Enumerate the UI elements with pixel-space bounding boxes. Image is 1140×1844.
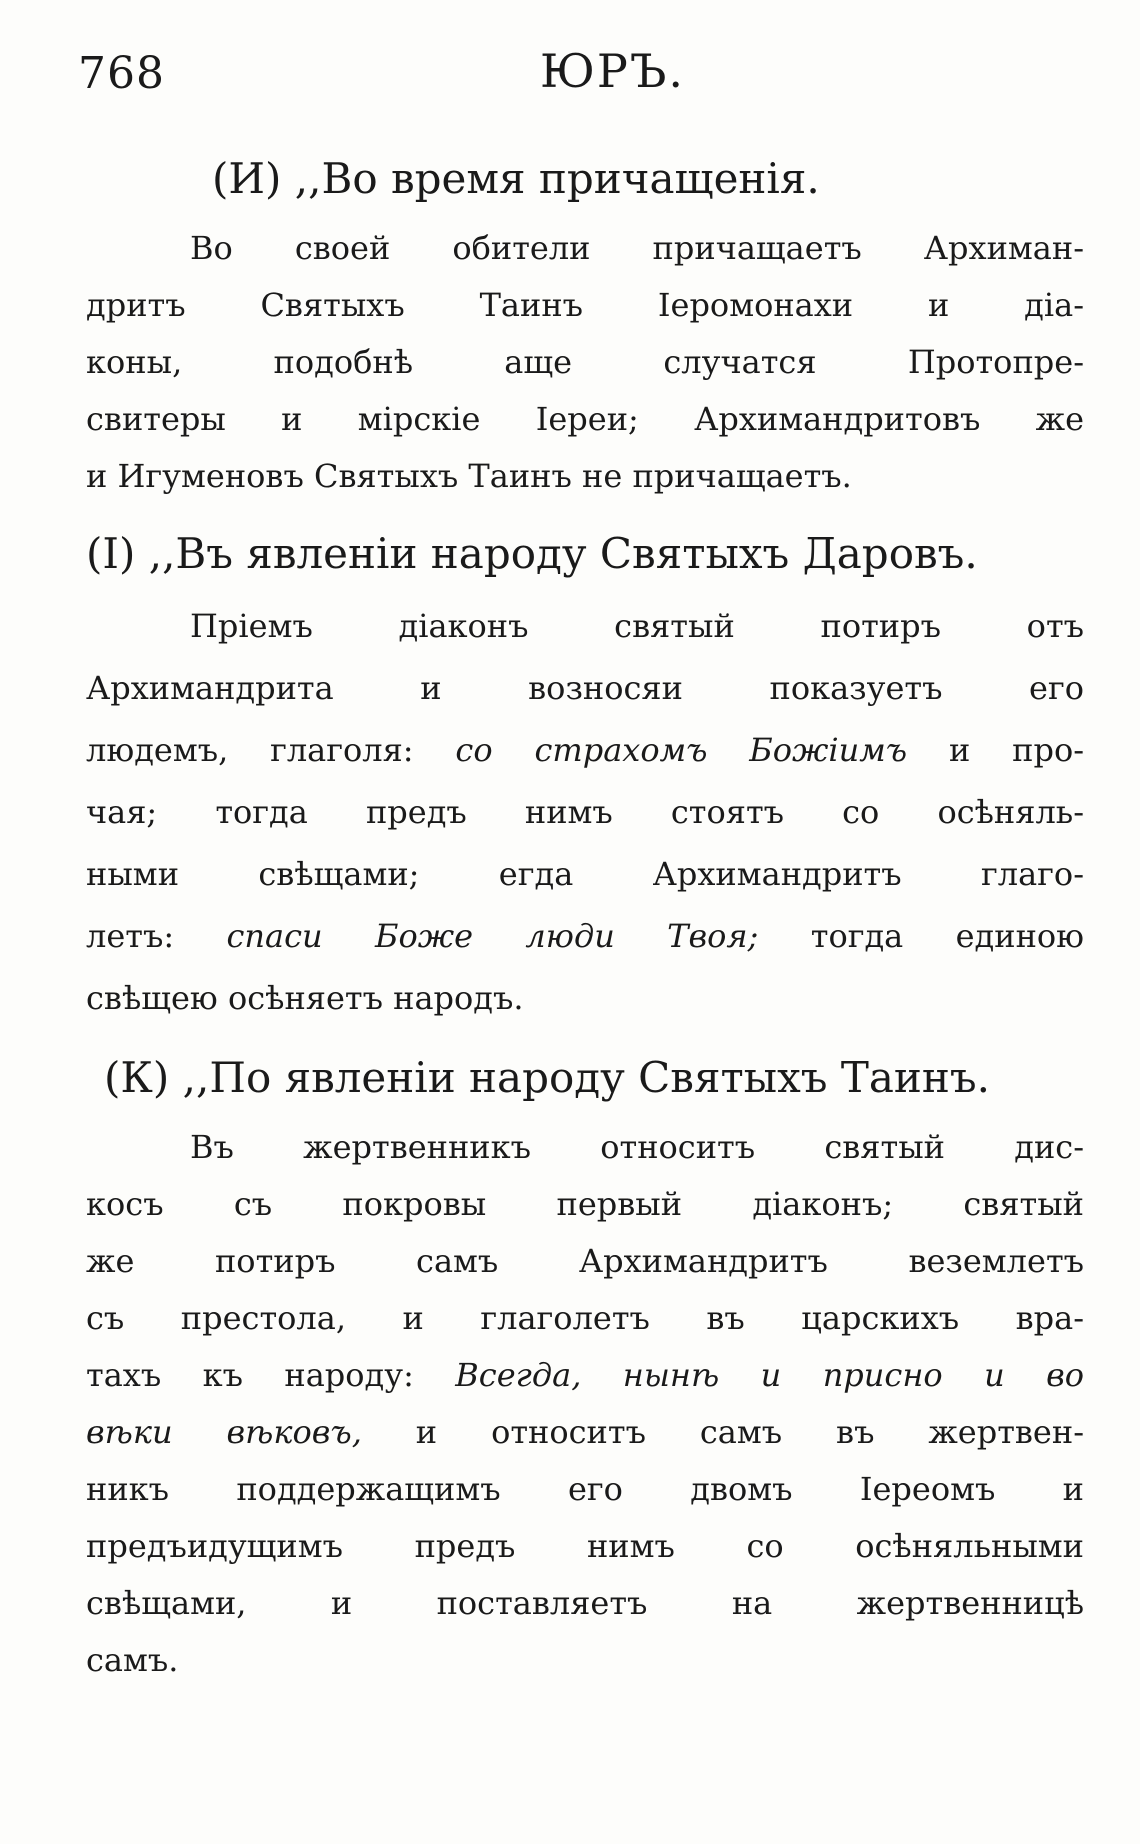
text-segment: летъ: <box>86 917 227 955</box>
section-body-i-decimal <box>86 595 1084 1029</box>
page-number: 768 <box>78 48 165 99</box>
italic-quote: Всегда, нынѣ и присно и во <box>455 1356 1084 1394</box>
text-line: Пріемъ діаконъ святый потиръ отъ <box>190 607 1084 645</box>
section-heading-k: (К) ,,По явленіи народу Святыхъ Таинъ. <box>104 1053 990 1102</box>
text-line <box>86 905 1084 967</box>
text-line: предъидущимъ предъ нимъ со осѣняльными <box>86 1527 1084 1565</box>
text-line <box>86 719 1084 781</box>
text-line: Архимандрита и возносяи показуетъ его <box>86 669 1084 707</box>
text-line: и Игуменовъ Святыхъ Таинъ не причащаетъ. <box>86 457 852 495</box>
text-segment: тогда единою <box>758 917 1085 955</box>
text-segment: людемъ, глаголя: <box>86 731 456 769</box>
italic-quote: со страхомъ Божіимъ <box>455 731 908 769</box>
text-line: Въ жертвенникъ относитъ святый дис- <box>190 1128 1084 1166</box>
section-heading-i-short: (И) ,,Во время причащенія. <box>212 154 820 203</box>
text-line: самъ. <box>86 1641 179 1679</box>
text-line <box>86 1347 1084 1404</box>
text-line: косъ съ покровы первый діаконъ; святый <box>86 1185 1084 1223</box>
italic-quote: спаси Боже люди Твоя; <box>226 917 759 955</box>
text-line: никъ поддержащимъ его двомъ Іереомъ и <box>86 1470 1084 1508</box>
text-line: же потиръ самъ Архимандритъ веземлетъ <box>86 1242 1084 1280</box>
text-line: ными свѣщами; егда Архимандритъ глаго- <box>86 855 1084 893</box>
text-line: коны, подобнѣ аще случатся Протопре- <box>86 343 1084 381</box>
page-content <box>86 150 1084 1709</box>
text-segment: и относитъ самъ въ жертвен- <box>361 1413 1085 1451</box>
text-line <box>86 1404 1084 1461</box>
section-body-k <box>86 1119 1084 1689</box>
section-body-i-short <box>86 220 1084 505</box>
text-segment: и про- <box>907 731 1085 769</box>
text-line: Во своей обители причащаетъ Архиман- <box>190 229 1084 267</box>
text-line: свѣщами, и поставляетъ на жертвенницѣ <box>86 1584 1084 1622</box>
text-line: дритъ Святыхъ Таинъ Іеромонахи и діа- <box>86 286 1084 324</box>
running-head: ЮРЪ. <box>540 44 686 98</box>
section-heading-i-decimal: (І) ,,Въ явленіи народу Святыхъ Даровъ. <box>86 529 978 578</box>
text-segment: тахъ къ народу: <box>86 1356 456 1394</box>
italic-quote: вѣки вѣковъ, <box>86 1413 362 1451</box>
text-line: свѣщею осѣняетъ народъ. <box>86 979 524 1017</box>
text-line: свитеры и мірскіе Іереи; Архимандритовъ же <box>86 400 1084 438</box>
text-line: съ престола, и глаголетъ въ царскихъ вра- <box>86 1299 1084 1337</box>
text-line: чая; тогда предъ нимъ стоятъ со осѣняль- <box>86 793 1084 831</box>
